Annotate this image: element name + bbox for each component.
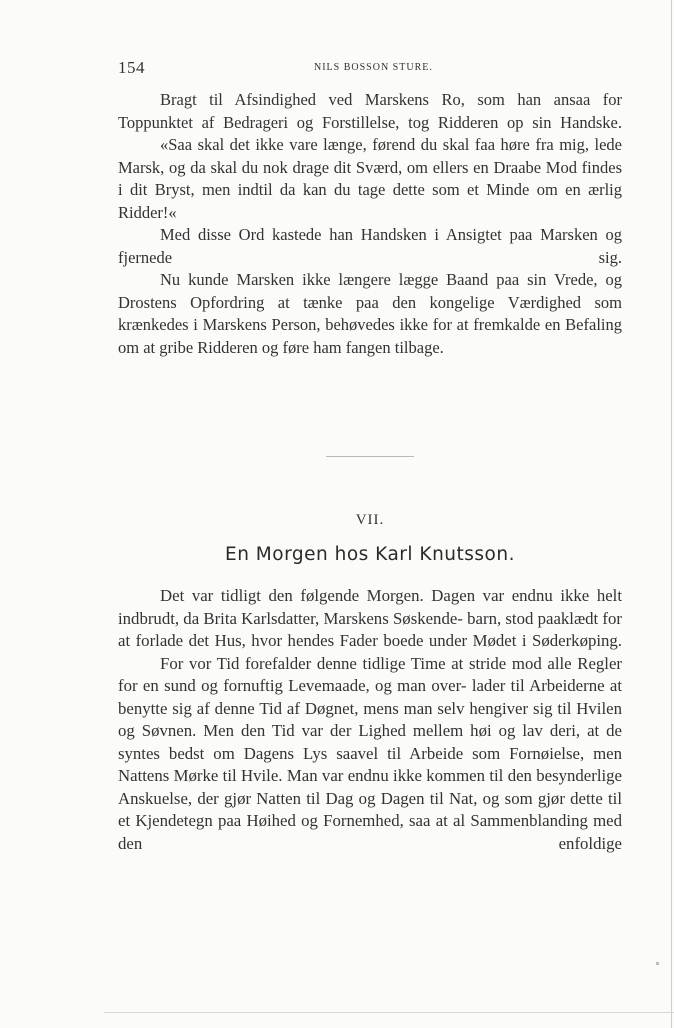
text-line: mens man selv hengiver sig til Hvilen og Søvnen. Men den [118, 698, 622, 740]
text-line: for Toppunktet af Bedrageri og Forstillelse, tog Ridderen op [118, 90, 622, 132]
text-line: Nu kunde Marsken ikke længere lægge Baand paa sin [160, 270, 547, 289]
text-line: For vor Tid forefalder denne tidlige Time at stride mod [160, 653, 542, 673]
page-bottom-rule [104, 1012, 674, 1013]
text-line: fra mig, lede Marsk, og da skal du nok drage dit Sværd, om [118, 135, 623, 177]
section-divider [326, 456, 414, 457]
text-line: boede under Mødet i Søderkøping. [383, 631, 622, 650]
text-line: Bragt til Afsindighed ved Marskens Ro, som han ansaa [160, 90, 591, 109]
text-line: Med disse Ord kastede han Handsken i Ansigtet paa [160, 225, 533, 244]
page-header [118, 58, 622, 80]
text-line: «Saa skal det ikke vare længe, førend du skal faa høre [160, 135, 530, 154]
text-line: den besynderlige Anskuelse, der gjør Natten til Dag og Dagen [118, 766, 622, 808]
text-line: Fornemhed, saa at al Sammenblanding med den enfoldige [118, 811, 622, 853]
paragraph [118, 653, 622, 856]
text-line: sin Handske. [532, 112, 623, 132]
text-line: Værdighed som krænkedes i Marskens Person, behøvedes ikke [118, 292, 622, 334]
page-number: 154 [118, 58, 145, 77]
text-line: lader til Arbeiderne at benytte sig af denne Tid af Døgnet, [118, 676, 622, 718]
text-line: ellers en Draabe Mod findes i dit Bryst, men indtil da kan [118, 157, 622, 199]
paragraph [118, 224, 622, 269]
text-line: barn, stod paaklædt for at forlade det Hus, hvor hendes Fader [118, 608, 622, 650]
paragraph [118, 585, 622, 653]
text-line: du tage dette som et Minde om en ærlig Ridder!« [118, 180, 622, 222]
text-line: for at fremkalde en Befaling om at gribe Ridderen og føre [118, 315, 622, 357]
text-line: Marsken og fjernede sig. [118, 225, 623, 267]
text-line: bedst om Dagens Lys saavel til Arbeide som Fornøielse, men [168, 743, 622, 763]
chapter-number: VII. [355, 512, 385, 528]
text-block-chapter [118, 585, 622, 855]
scan-speck [656, 962, 659, 965]
paragraph [118, 89, 622, 134]
text-line: til Nat, og som gjør dette til et Kjendetegn paa Høihed og [118, 788, 622, 830]
text-line: alle Regler for en sund og fornuftig Levemaade, og man over- [118, 653, 623, 695]
running-head: NILS BOSSON STURE. [314, 62, 433, 73]
text-line: Vrede, og Drostens Opfordring at tænke paa den kongelige [118, 270, 622, 312]
text-block-top [118, 89, 622, 359]
text-line: ikke helt indbrudt, da Brita Karlsdatter, Marskens Søskende- [118, 586, 622, 628]
chapter-title: En Morgen hos Karl Knutsson. [225, 544, 515, 565]
paragraph [118, 134, 622, 224]
text-line: ham fangen tilbage. [313, 337, 444, 357]
paragraph [118, 269, 622, 359]
text-line: Nattens Mørke til Hvile. Man var endnu ikke kommen til [118, 766, 504, 785]
text-line: Tid var der Lighed mellem høi og lav deri, at de syntes [118, 721, 622, 763]
text-line: Det var tidligt den følgende Morgen. Dagen var endnu [160, 586, 553, 605]
